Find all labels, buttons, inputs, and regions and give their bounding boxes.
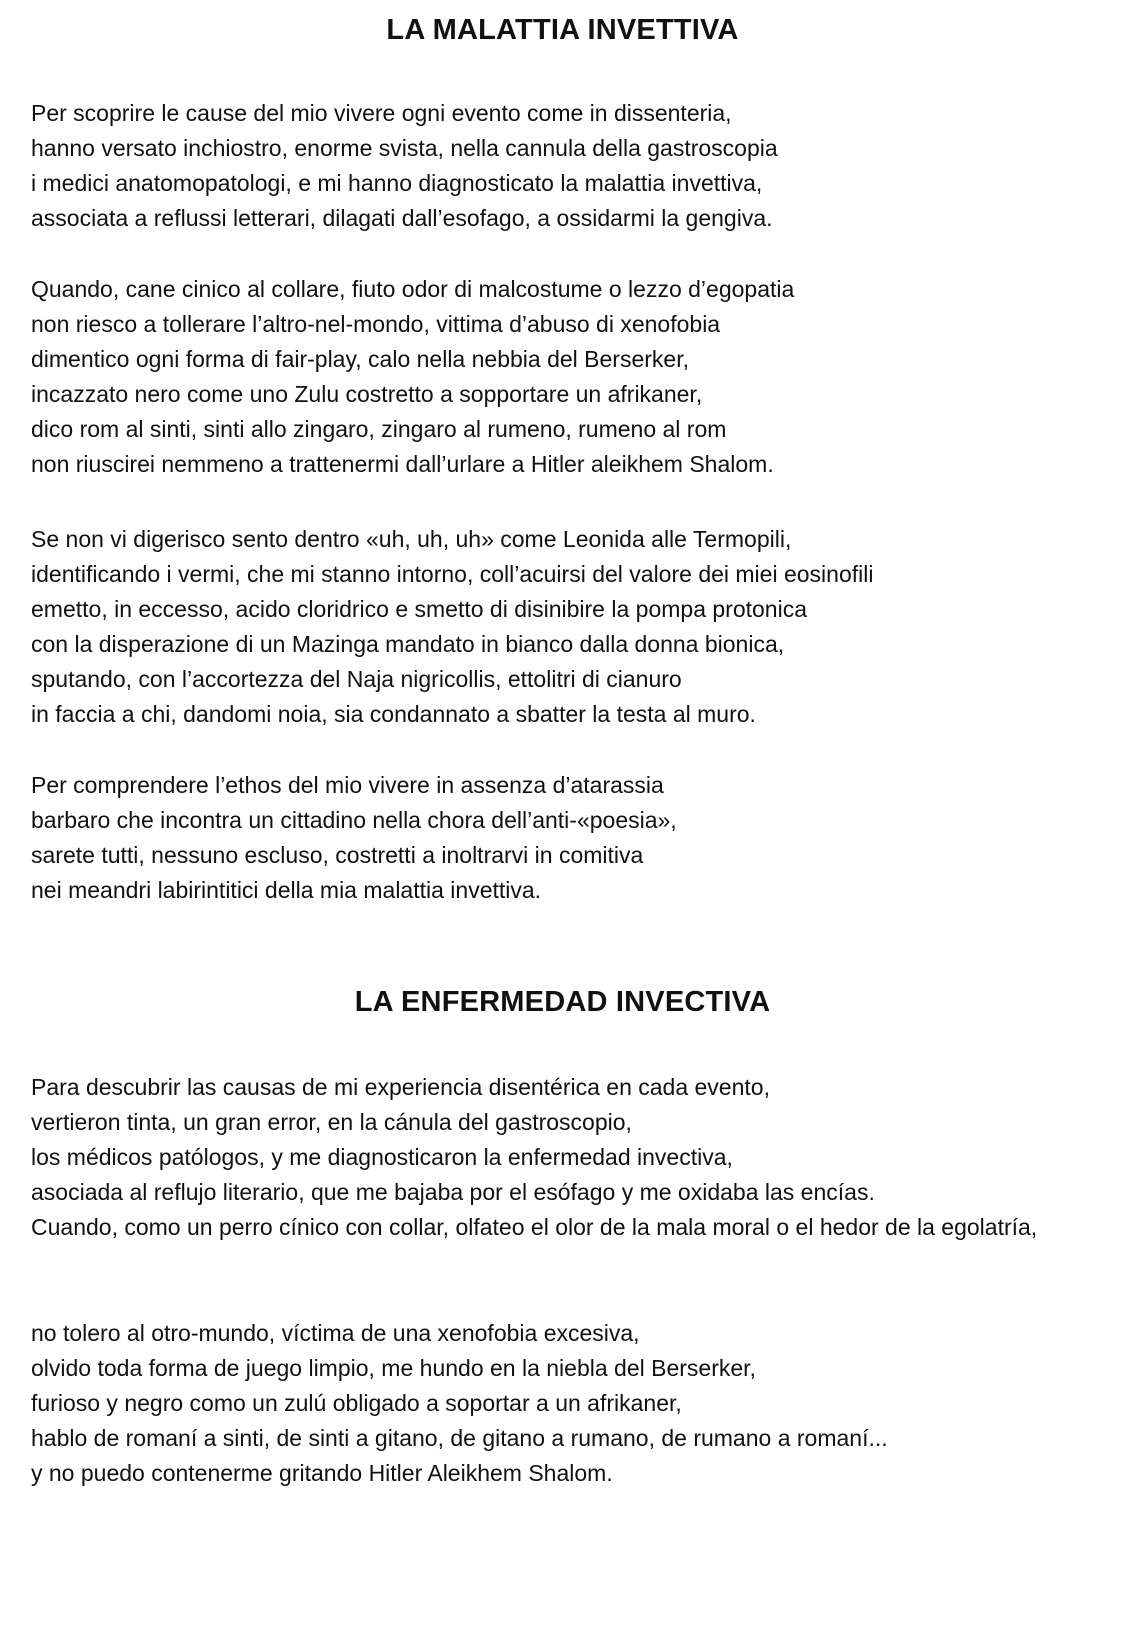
poem-title-spanish: LA ENFERMEDAD INVECTIVA [354, 986, 771, 1018]
stanza-italian-2 [31, 272, 1101, 482]
verse-line: Quando, cane cinico al collare, fiuto odor di malcostume o lezzo d’egopatia [31, 276, 795, 302]
verse-line: furioso y negro como un zulú obligado a soportar a un afrikaner, [31, 1390, 682, 1416]
verse-line: olvido toda forma de juego limpio, me hundo en la niebla del Berserker, [31, 1355, 756, 1381]
stanza-spanish-2 [31, 1316, 1101, 1491]
verse-line: dico rom al sinti, sinti allo zingaro, zingaro al rumeno, rumeno al rom [31, 416, 727, 442]
verse-line: con la disperazione di un Mazinga mandato in bianco dalla donna bionica, [31, 631, 785, 657]
verse-line: vertieron tinta, un gran error, en la cánula del gastroscopio, [31, 1109, 632, 1135]
stanza-spanish-1 [31, 1070, 1101, 1245]
verse-line: Per scoprire le cause del mio vivere ogni evento come in dissenteria, [31, 100, 732, 126]
verse-line: dimentico ogni forma di fair-play, calo nella nebbia del Berserker, [31, 346, 689, 372]
stanza-italian-3 [31, 522, 1101, 732]
verse-line: i medici anatomopatologi, e mi hanno diagnosticato la malattia invettiva, [31, 170, 763, 196]
verse-line: no tolero al otro-mundo, víctima de una xenofobia excesiva, [31, 1320, 640, 1346]
verse-line: sputando, con l’accortezza del Naja nigricollis, ettolitri di cianuro [31, 666, 682, 692]
verse-line: sarete tutti, nessuno escluso, costretti a inoltrarvi in comitiva [31, 842, 644, 868]
verse-line: y no puedo contenerme gritando Hitler Aleikhem Shalom. [31, 1460, 613, 1486]
verse-line: nei meandri labirintitici della mia malattia invettiva. [31, 877, 542, 903]
stanza-italian-1 [31, 96, 1101, 236]
verse-line: los médicos patólogos, y me diagnosticaron la enfermedad invectiva, [31, 1144, 733, 1170]
verse-line: identificando i vermi, che mi stanno intorno, coll’acuirsi del valore dei miei eosinofili [31, 561, 874, 587]
verse-line: non riesco a tollerare l’altro-nel-mondo, vittima d’abuso di xenofobia [31, 311, 721, 337]
verse-line: barbaro che incontra un cittadino nella chora dell’anti-«poesia», [31, 807, 677, 833]
verse-line: associata a reflussi letterari, dilagati dall’esofago, a ossidarmi la gengiva. [31, 205, 773, 231]
verse-line: hanno versato inchiostro, enorme svista, nella cannula della gastroscopia [31, 135, 778, 161]
verse-line: Per comprendere l’ethos del mio vivere in assenza d’atarassia [31, 772, 664, 798]
poem-title-italian: LA MALATTIA INVETTIVA [386, 14, 739, 46]
verse-line: emetto, in eccesso, acido cloridrico e smetto di disinibire la pompa protonica [31, 596, 807, 622]
verse-line: Cuando, como un perro cínico con collar, olfateo el olor de la mala moral o el hedor de la egolatría, [31, 1214, 1038, 1240]
verse-line: incazzato nero come uno Zulu costretto a sopportare un afrikaner, [31, 381, 703, 407]
verse-line: asociada al reflujo literario, que me bajaba por el esófago y me oxidaba las encías. [31, 1179, 875, 1205]
verse-line: hablo de romaní a sinti, de sinti a gitano, de gitano a rumano, de rumano a romaní... [31, 1425, 888, 1451]
verse-line: in faccia a chi, dandomi noia, sia condannato a sbatter la testa al muro. [31, 701, 756, 727]
verse-line: Para descubrir las causas de mi experiencia disentérica en cada evento, [31, 1074, 770, 1100]
verse-line: Se non vi digerisco sento dentro «uh, uh, uh» come Leonida alle Termopili, [31, 526, 792, 552]
verse-line: non riuscirei nemmeno a trattenermi dall’urlare a Hitler aleikhem Shalom. [31, 451, 774, 477]
stanza-italian-4 [31, 768, 1101, 908]
